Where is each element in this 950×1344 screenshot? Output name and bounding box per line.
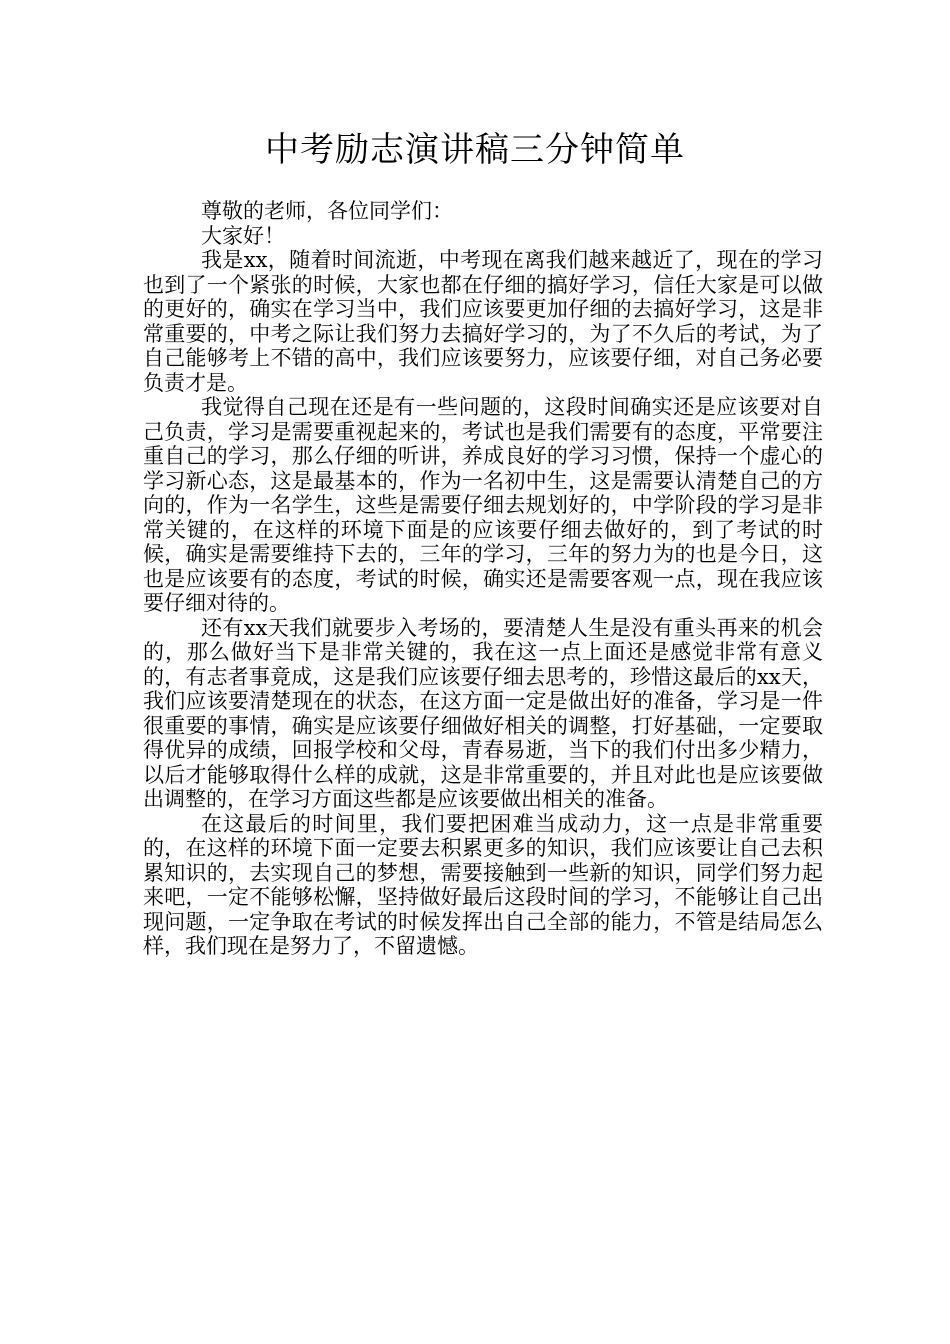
paragraph-1: 我是xx，随着时间流逝，中考现在离我们越来越近了，现在的学习也到了一个紧张的时候，大家也都在仔细的搞好学习，信任大家是可以做的更好的，确实在学习当中，我们应该要更加仔细的去搞好学习，这是非常重要的，中考之际让我们努力去搞好学习的，为了不久后的考试，为了自己能够考上不错的高中，我们应该要努力，应该要仔细，对自己务必要负责才是。 bbox=[143, 248, 823, 395]
document-body bbox=[143, 199, 823, 959]
paragraph-4: 在这最后的时间里，我们要把困难当成动力，这一点是非常重要的，在这样的环境下面一定要去积累更多的知识，我们应该要让自己去积累知识的，去实现自己的梦想，需要接触到一些新的知识，同学们努力起来吧，一定不能够松懈，坚持做好最后这段时间的学习，不能够让自己出现问题，一定争取在考试的时候发挥出自己全部的能力，不管是结局怎么样，我们现在是努力了，不留遗憾。 bbox=[143, 811, 823, 958]
document-title: 中考励志演讲稿三分钟简单 bbox=[265, 130, 685, 170]
salutation: 尊敬的老师，各位同学们： bbox=[201, 199, 453, 223]
paragraph-2: 我觉得自己现在还是有一些问题的，这段时间确实还是应该要对自己负责，学习是需要重视起来的，考试也是我们需要有的态度，平常要注重自己的学习，那么仔细的听讲，养成良好的学习习惯，保持一个虚心的学习新心态，这是最基本的，作为一名初中生，这是需要认清楚自己的方向的，作为一名学生，这些是需要仔细去规划好的，中学阶段的学习是非常关键的，在这样的环境下面是的应该要仔细去做好的，到了考试的时候，确实是需要维持下去的，三年的学习，三年的努力为的也是今日，这也是应该要有的态度，考试的时候，确实还是需要客观一点，现在我应该要仔细对待的。 bbox=[143, 395, 823, 615]
paragraph-3: 还有xx天我们就要步入考场的，要清楚人生是没有重头再来的机会的，那么做好当下是非常关键的，我在这一点上面还是感觉非常有意义的，有志者事竟成，这是我们应该要仔细去思考的，珍惜这最后的xx天，我们应该要清楚现在的状态，在这方面一定是做出好的准备，学习是一件很重要的事情，确实是应该要仔细做好相关的调整，打好基础，一定要取得优异的成绩，回报学校和父母，青春易逝，当下的我们付出多少精力，以后才能够取得什么样的成就，这是非常重要的，并且对此也是应该要做出调整的，在学习方面这些都是应该要做出相关的准备。 bbox=[143, 615, 823, 811]
greeting: 大家好！ bbox=[201, 223, 285, 248]
